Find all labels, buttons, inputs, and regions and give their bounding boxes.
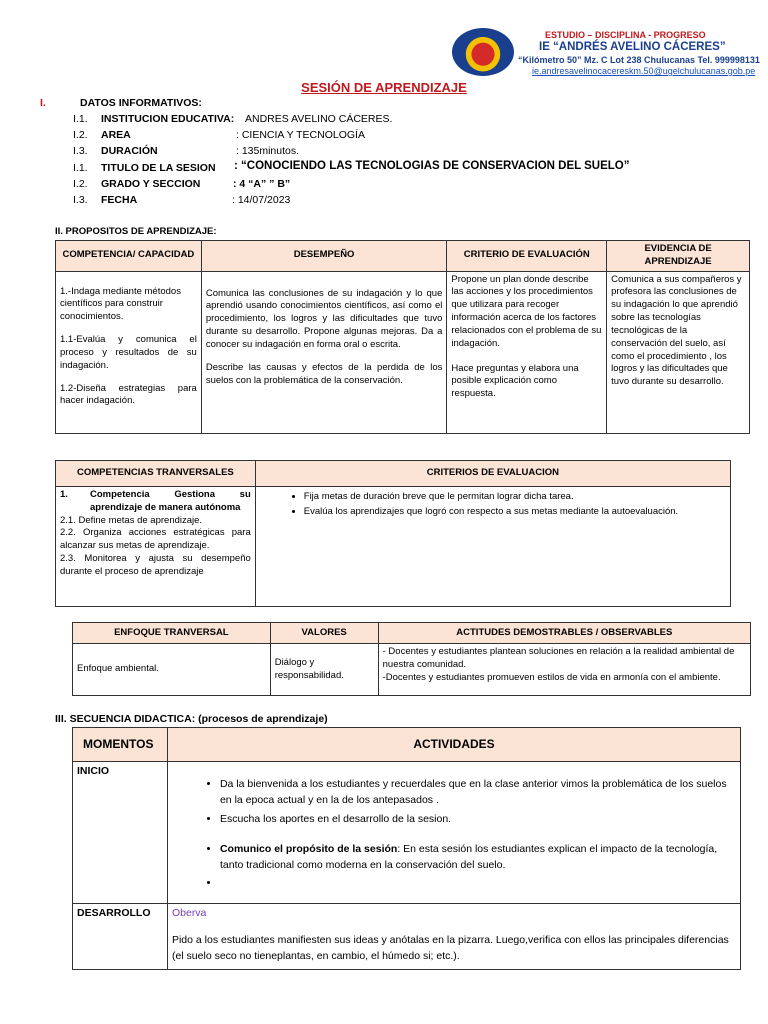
momento-desarrollo: DESARROLLO	[73, 904, 168, 970]
session-title-value: : “CONOCIENDO LAS TECNOLOGIAS DE CONSERVACION DEL SUELO”	[234, 160, 630, 172]
inicio-bullet: • Escucha los aportes en el desarrollo de la sesion.	[220, 811, 736, 827]
school-address: “Kilómetro 50” Mz. C Lot 238 Chulucanas Tel. 999998131	[518, 55, 760, 65]
datos-row-value: ANDRES AVELINO CÁCERES.	[245, 113, 393, 125]
comp-transversal-name: Competencia Gestiona su aprendizaje de manera autónoma	[90, 489, 251, 513]
school-email-link[interactable]: ie.andresavelinocacereskm.50@ugelchulucanas.gob.pe	[532, 66, 756, 76]
section-3-heading: III. SECUENCIA DIDACTICA: (procesos de aprendizaje)	[55, 713, 328, 725]
col-header-desempeno: DESEMPEÑO	[201, 241, 447, 272]
section-1-heading: DATOS INFORMATIVOS:	[80, 97, 202, 109]
col-header-criterio: CRITERIO DE EVALUACIÓN	[447, 241, 607, 272]
desarrollo-text: Pido a los estudiantes manifiesten sus ideas y anótalas en la pizarra. Luego,verifica con ellos las principales diferencias (el suelo seco no tieneplantas, en cambio, el húmedo si; etc.).	[171, 934, 729, 963]
datos-row-label: DURACIÓN	[101, 145, 158, 157]
competencia-cell	[56, 271, 202, 433]
valores-cell: Diálogo y responsabilidad.	[270, 644, 378, 696]
comp-transversal-item: 2.3. Monitorea y ajusta su desempeño durante el proceso de aprendizaje	[60, 553, 251, 577]
secuencia-table	[72, 727, 741, 970]
actitudes-cell	[378, 644, 750, 696]
criterio-bullet: • Evalúa los aprendizajes que logró con respecto a sus metas mediante la autoevaluación.	[304, 506, 726, 519]
school-name: IE “ANDRÉS AVELINO CÁCERES”	[539, 41, 726, 53]
col-header-actividades: ACTIVIDADES	[167, 728, 740, 762]
col-header-valores: VALORES	[270, 623, 378, 644]
datos-row-value: : 135minutos.	[236, 145, 300, 157]
col-header-criterios: CRITERIOS DE EVALUACION	[255, 461, 730, 487]
col-header-competencia: COMPETENCIA/ CAPACIDAD	[56, 241, 202, 272]
datos-row-label: FECHA	[101, 194, 138, 206]
evidencia-cell: Comunica a sus compañeros y profesora las conclusiones de su indagación lo que aprendió sobre las tecnologías tecnológicas de la conservación del suelo, así como el procedimiento , los logros y las dificultades que tuvo durante su desarrollo.	[607, 271, 750, 433]
datos-row-value: : 14/07/2023	[232, 194, 291, 206]
desempeno-item: Describe las causas y efectos de la perdida de los suelos con la problemática de la conservación.	[205, 361, 443, 386]
transversales-table	[55, 460, 731, 607]
desempeno-item: Comunica las conclusiones de su indagación y lo que aprendió usando conocimientos científicos, así como el procedimiento, los logros y las dificultades que tuvo durante su desarrollo. Propone algunas mejoras. Da a conocer su indagación en forma oral o escrita.	[205, 287, 443, 350]
criterio-item: Hace preguntas y elabora una posible explicación como respuesta.	[451, 362, 579, 400]
desarrollo-cell	[167, 904, 740, 970]
section-1-number: I.	[40, 97, 46, 109]
competencia-item: 1.-Indaga mediante métodos científicos para construir conocimientos.	[60, 285, 181, 323]
datos-row-label: INSTITUCION EDUCATIVA:	[101, 113, 235, 125]
school-logo	[452, 28, 514, 76]
criterio-item: Propone un plan donde describe las acciones y los procedimientos que utilizara para recoger información acerca de los factores relacionados con el problema de su indagación.	[451, 273, 602, 349]
inicio-cell	[167, 762, 740, 904]
comp-transversal-cell	[56, 487, 256, 607]
desarrollo-subheading: Oberva	[171, 907, 207, 919]
datos-row-num: I.3.	[73, 145, 88, 157]
datos-row-label: AREA	[101, 129, 131, 141]
datos-row-num: I.1.	[73, 162, 88, 174]
datos-row-num: I.3.	[73, 194, 88, 206]
datos-row-value: : CIENCIA Y TECNOLOGÍA	[236, 129, 365, 141]
enfoque-table	[72, 622, 751, 696]
criterio-cell	[447, 271, 607, 433]
propositos-table	[55, 240, 750, 434]
proposito-label: Comunico el propósito de la sesión	[219, 842, 398, 855]
section-2-heading: II. PROPOSITOS DE APRENDIZAJE:	[55, 226, 217, 237]
page-title: SESIÓN DE APRENDIZAJE	[301, 80, 467, 95]
col-header-actitudes: ACTITUDES DEMOSTRABLES / OBSERVABLES	[378, 623, 750, 644]
actitud-item: -Docentes y estudiantes promueven estilos de vida en armonía con el ambiente.	[382, 671, 721, 683]
criterio-bullet: • Fija metas de duración breve que le permitan lograr dicha tarea.	[304, 491, 726, 504]
competencia-item: 1.1-Evalúa y comunica el proceso y resultados de su indagación.	[60, 334, 197, 371]
proposito-bullet	[220, 841, 736, 874]
col-header-momentos: MOMENTOS	[73, 728, 168, 762]
competencia-item: 1.2-Diseña estrategias para hacer indagación.	[60, 382, 197, 407]
col-header-comp-transversal: COMPETENCIAS TRANVERSALES	[56, 461, 256, 487]
empty-bullet	[220, 875, 736, 891]
desempeno-cell	[201, 271, 447, 433]
datos-row-num: I.2.	[73, 178, 88, 190]
momento-inicio: INICIO	[73, 762, 168, 904]
datos-row-label: TITULO DE LA SESION	[101, 162, 216, 174]
datos-row-num: I.2.	[73, 129, 88, 141]
datos-row-value: : 4 “A” ” B”	[233, 178, 291, 190]
comp-transversal-item: 2.2. Organiza acciones estratégicas para alcanzar sus metas de aprendizaje.	[60, 527, 251, 552]
col-header-evidencia: EVIDENCIA DE APRENDIZAJE	[607, 241, 750, 272]
comp-transversal-num: 1.	[60, 489, 68, 500]
school-motto: ESTUDIO – DISCIPLINA - PROGRESO	[545, 30, 706, 40]
inicio-bullet: • Da la bienvenida a los estudiantes y recuerdales que en la clase anterior vimos la problemática de los suelos en la epoca actual y en la de los antepasados .	[220, 776, 736, 809]
proposito-text: : En esta sesión los estudiantes explican el impacto de la tecnología, tanto tradicional como moderna en la conservación del suelo.	[219, 842, 718, 872]
datos-row-label: GRADO Y SECCION	[101, 178, 201, 190]
col-header-enfoque: ENFOQUE TRANVERSAL	[73, 623, 271, 644]
criterios-cell	[255, 487, 730, 607]
enfoque-cell: Enfoque ambiental.	[73, 644, 271, 696]
comp-transversal-item: 2.1. Define metas de aprendizaje.	[60, 514, 203, 526]
datos-row-num: I.1.	[73, 113, 88, 125]
actitud-item: - Docentes y estudiantes plantean soluciones en relación a la realidad ambiental de nuestra comunidad.	[382, 646, 735, 670]
